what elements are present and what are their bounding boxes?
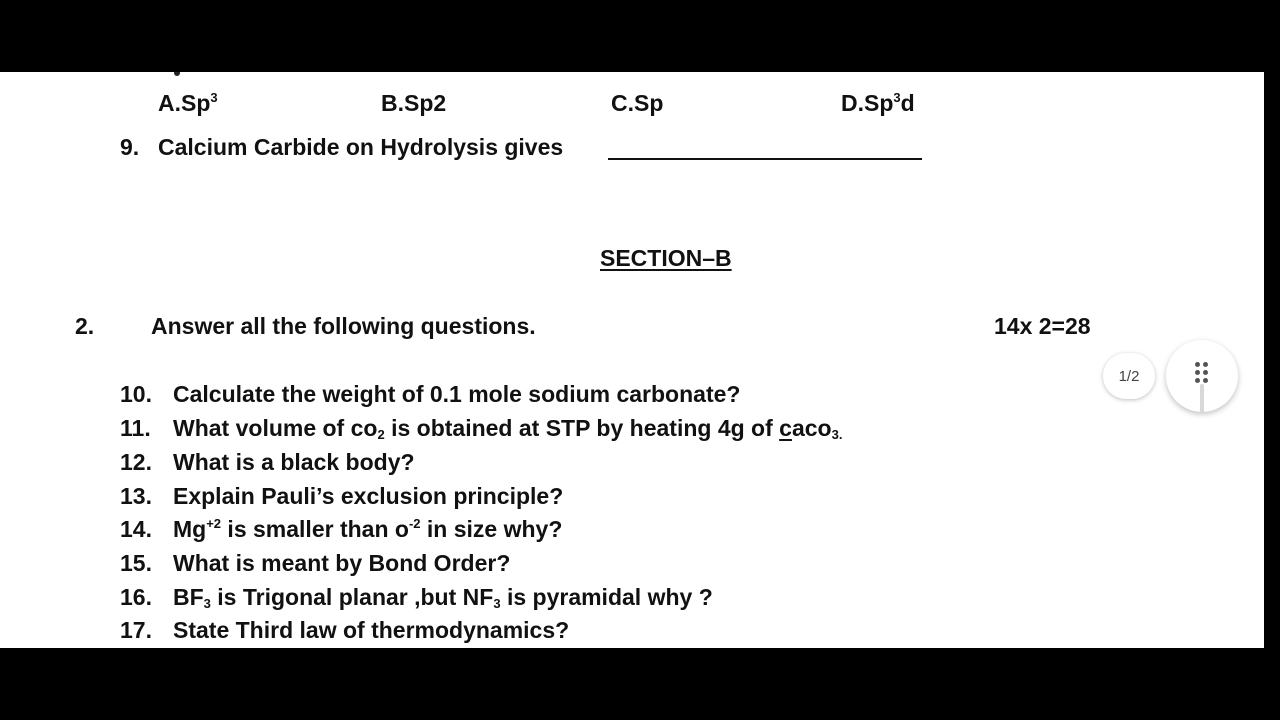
question-text: What is meant by Bond Order? xyxy=(173,550,511,576)
answer-blank-line xyxy=(608,158,922,160)
question-number: 14. xyxy=(120,516,152,542)
question-number: 12. xyxy=(120,449,152,475)
scroll-track xyxy=(1200,384,1204,414)
option-c: C.Sp xyxy=(611,90,664,116)
question-number: 16. xyxy=(120,584,152,610)
top-letterbox xyxy=(0,0,1280,72)
section-instruction: Answer all the following questions. xyxy=(151,313,536,339)
question-text: What volume of $co_2$ is obtained at STP by heating 4g of caco$_{3.}$ xyxy=(173,415,843,442)
question-text: What is a black body? xyxy=(173,449,415,475)
page-indicator: 1/2 xyxy=(1103,353,1155,399)
cropped-text-fragment xyxy=(174,72,180,76)
option-d: D.Sp$^3$d xyxy=(841,90,915,116)
question-number: 10. xyxy=(120,381,152,407)
question-number: 17. xyxy=(120,617,152,643)
question-number: 15. xyxy=(120,550,152,576)
question-number: 13. xyxy=(120,483,152,509)
section-number: 2. xyxy=(75,313,95,339)
question-text: $Mg^{+2}$ is smaller than $o^{-2}$ in size why? xyxy=(173,516,563,542)
question-text: State Third law of thermodynamics? xyxy=(173,617,570,643)
question-number: 11. xyxy=(120,415,151,441)
question-text: Calculate the weight of 0.1 mole sodium carbonate? xyxy=(173,381,741,407)
scroll-handle[interactable] xyxy=(1166,340,1238,412)
section-marks: 14x 2=28 xyxy=(994,313,1091,339)
option-b: B.Sp2 xyxy=(381,90,447,116)
bottom-letterbox xyxy=(0,648,1280,720)
option-a: A.Sp$^3$ xyxy=(158,90,218,116)
document-page xyxy=(0,72,1264,648)
question-9-number: 9. xyxy=(120,134,140,160)
section-title: SECTION–B xyxy=(600,245,732,271)
right-letterbox xyxy=(1264,72,1280,648)
question-9-text: Calcium Carbide on Hydrolysis gives xyxy=(158,134,564,160)
question-text: $BF_3$ is Trigonal planar ,but $NF_3$ is pyramidal why ? xyxy=(173,584,713,611)
question-text: Explain Pauli’s exclusion principle? xyxy=(173,483,564,509)
drag-handle-icon xyxy=(1195,362,1209,386)
